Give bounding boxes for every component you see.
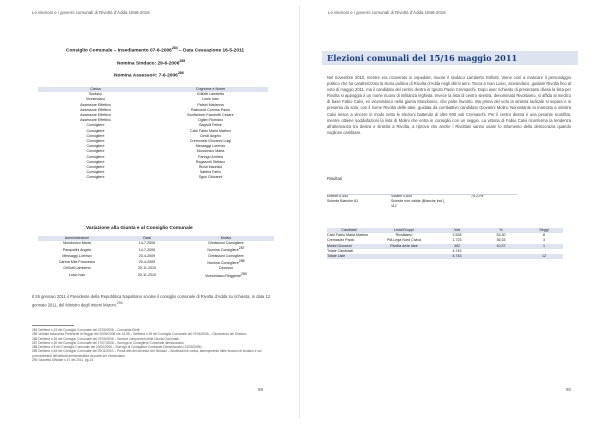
table-cell: 492 <box>437 244 477 249</box>
footnotes <box>32 328 272 362</box>
table-cell: 53,30 <box>496 233 506 238</box>
table-cell: Carera Mila Francesco <box>58 260 96 265</box>
table-cell: Rivolta delle Idee <box>371 244 437 249</box>
table-cell: Oglieri Romano <box>198 118 223 123</box>
closing-paragraph <box>32 294 270 309</box>
footnote: 288 Delibera n.8 del Consiglio Comunale del 20/04/2009 – Surroga di Consigliere Comunale Dimissionario (13/03/2009). <box>32 345 203 350</box>
column-header: Data <box>116 236 178 241</box>
table-cell: Raimondi Corinne Paolo <box>191 107 230 112</box>
table-cell <box>477 254 525 259</box>
table-cell: Consigliere <box>86 170 105 175</box>
table-cell: Losio Ivan <box>202 97 219 102</box>
table-cell: 20-4-2009 <box>138 260 156 265</box>
table-cell: 14-7-2006 <box>138 247 156 252</box>
column-header: Lista/Gruppi <box>371 228 437 233</box>
table-cell: Consigliere <box>86 175 105 180</box>
table-cell <box>471 204 512 209</box>
table-cell: Schede non valide (Bianche incl.) <box>391 199 445 204</box>
footnote-ref: 290 <box>116 301 123 306</box>
table-cell: 112 <box>391 204 397 209</box>
table-cell: Sindaco <box>89 92 102 97</box>
council-table <box>38 87 268 181</box>
table-row <box>38 246 274 253</box>
running-head-right: Le elezioni e i governi comunali di Rivolta d’Adda 1946-2016 <box>328 10 446 15</box>
column-header: Amministratore <box>38 236 116 241</box>
table-cell: 36,33 <box>496 238 506 243</box>
table-cell: Messaggi Lorenzo <box>62 253 92 258</box>
results-table <box>327 228 563 259</box>
footnote-separator <box>32 325 74 326</box>
table-row <box>327 204 512 209</box>
table-cell: Schede Bianche 81 <box>327 199 359 204</box>
table-cell: Sgroi Giovanni <box>198 175 223 180</box>
table-cell: Mondonico Marta <box>196 149 225 154</box>
cell-text: Dimissioni Consigliere <box>208 241 244 246</box>
table-rule <box>327 194 517 195</box>
table-cell: Sabbia Fabio <box>199 170 222 175</box>
council-heading-text: Consiglio Comunale – Insediamento 07-6-2006 <box>66 48 172 54</box>
closing-paragraph-text: Il 26 gennaio 2011 il Presidente della Repubblica Napolitano sciolse il consiglio comunale di Rivolta d’Adda su richiesta, in data 12 gennaio 2011, del Ministro degli Interni Maroni. <box>32 294 270 308</box>
table-cell: 1.723 <box>452 238 462 243</box>
column-header: Cognome e Nome <box>153 87 268 92</box>
table-cell: Consigliere <box>86 133 105 138</box>
table-cell: Consigliere <box>86 128 105 133</box>
footnote-ref: 285 <box>179 59 186 63</box>
footnote: 289 Delibera n.54 del Consiglio Comunale del 29/11/2010 – Presa atto del decesso del Sindaco – Accettazione carica, adempimento delle funzioni di sindaco e sui provvedimenti dell’attività amministrativa da parte del Vicesindaco. <box>32 349 262 358</box>
table-cell: Votanti 4.855 <box>391 194 412 198</box>
footnote-ref: 287 <box>238 246 245 251</box>
table-cell: Ricidi Maurizio <box>198 165 223 170</box>
table-cell: Consigliere <box>86 165 105 170</box>
table-cell: 10,37 <box>477 244 525 249</box>
table-cell: Grillotti Lamberto <box>63 266 91 271</box>
table-cell: Assessore Effettivo <box>80 107 111 112</box>
cell-text: Nomina Consigliere <box>207 248 239 253</box>
table-cell <box>178 259 274 266</box>
table-cell: Cremaschi Paolo <box>327 238 355 243</box>
table-cell: 4.743 <box>437 254 477 259</box>
footnote-ref: 284 <box>171 46 178 50</box>
table-cell: Consigliere <box>86 144 105 149</box>
table-cell: Totale Candidati <box>327 248 353 253</box>
table-cell: Regazzoli Stefano <box>195 159 226 164</box>
column-header: Voti <box>437 228 477 233</box>
table-cell: Assessore Effettivo <box>80 102 111 107</box>
cell-text: Decesso <box>219 266 233 271</box>
cell-text: Nomina Consigliere <box>207 261 239 266</box>
table-cell: Elettori 6.455 <box>327 194 349 198</box>
footnote-ref: 286 <box>177 71 184 75</box>
table-cell: Consigliere <box>86 123 105 128</box>
table-row <box>38 259 274 266</box>
table-cell: 8 <box>543 233 545 238</box>
table-cell: Mondonico Marta <box>63 241 91 246</box>
table-cell <box>178 272 274 279</box>
table-cell: Cremonesi Giovanni Luigi <box>189 139 232 144</box>
table-cell: 4.743 <box>452 248 462 253</box>
table-cell: Panogo Andrea <box>198 154 223 159</box>
section-title: Elezioni comunali del 15/16 maggio 2011 <box>327 53 518 63</box>
cell-text: Vicesindaco Reggente <box>205 273 242 278</box>
table-cell: Consigliere <box>86 149 105 154</box>
table-cell: Calvi Fabio Maria Martino <box>327 233 368 238</box>
table-cell: Totale Liste <box>327 254 371 259</box>
right-page <box>300 0 600 424</box>
table-cell: Pasqualini Angelo <box>62 247 92 252</box>
assessors-nomination-text: Nomina Assessori: 7-6-2006 <box>114 73 178 79</box>
table-cell: Cirtoli Angelo <box>199 133 222 138</box>
column-header: Carica <box>38 87 153 92</box>
table-row <box>38 272 274 279</box>
table-cell: 75,21% <box>471 194 484 198</box>
table-cell <box>327 204 391 209</box>
table-cell: 12 <box>525 254 563 259</box>
council-heading <box>66 46 244 54</box>
table-cell: 20-11-2010 <box>137 272 157 277</box>
footnote: 290 Gazzetta Ufficiale n.37 del 2011, pg.13. <box>32 358 94 363</box>
running-head-left: Le elezioni e i governi comunali di Rivolta d’Adda 1946-2016 <box>32 10 150 15</box>
page-number-left: 89 <box>258 387 263 392</box>
footnote: 287 Delibera n.30 del Consiglio Comunale del 17/07/2006 – Surroga di Consigliere Comunale dimissionario. <box>32 340 185 345</box>
totals-row <box>327 254 563 259</box>
variations-table <box>38 236 274 279</box>
column-header: Motivo <box>178 236 274 241</box>
table-cell: Molini Giovanni <box>327 244 371 249</box>
mayor-nomination-heading <box>117 59 185 67</box>
footnote: 286 Delibera n.26 del Consiglio Comunale del 07/06/2006 – Nomine componenti della Giunta Comunale. <box>32 336 180 341</box>
table-cell: 3 <box>543 238 545 243</box>
mayor-nomination-text: Nomina Sindaco: 29-6-2006 <box>117 61 180 67</box>
column-header: Seggi <box>525 228 563 233</box>
table-cell: Grillotti Lamberto <box>196 92 225 97</box>
column-header: Candidati <box>327 228 371 233</box>
table-cell: Assessore Effettivo <box>80 118 111 123</box>
table-cell: Losio Ivan <box>68 272 86 277</box>
table-cell: Rivoltiamo <box>395 233 413 238</box>
table-cell: Consigliere <box>86 139 105 144</box>
table-cell: Patrini Marianna <box>197 102 224 107</box>
table-cell: Bonfichiner Facchetti Cesare <box>187 113 234 118</box>
table-cell: Assessore Effettivo <box>80 113 111 118</box>
table-cell: 20-11-2010 <box>137 266 157 271</box>
table-cell <box>178 246 274 253</box>
footnote-ref: 288 <box>238 259 245 263</box>
assessors-nomination-heading <box>114 71 184 79</box>
table-cell: 20-4-2009 <box>138 253 156 258</box>
footnote: 285 Verbale Adunanza Presidenti di Seggio del 29/05/2006 ore 16,55 – Delibera n.25 del Consiglio Comunale del 07/06/2006 – Giuramento del Sindaco. <box>32 332 248 337</box>
footnote-ref: 289 <box>241 271 247 276</box>
table-row <box>38 175 268 180</box>
table-cell: 2.528 <box>452 233 462 238</box>
variations-title: Variazione alla Giunta e al Consiglio Comunale <box>86 226 193 231</box>
table-cell: 1 <box>525 244 563 249</box>
results-label: Risultati <box>327 176 342 181</box>
table-cell: 14-7-2006 <box>138 241 156 246</box>
table-cell: Calvi Fabio Maria Martino <box>190 128 231 133</box>
table-cell: Vicesindaco <box>85 97 106 102</box>
table-cell: Pdl-Lega Nord Civica <box>387 238 421 243</box>
page-number-right: 90 <box>566 387 571 392</box>
table-cell: Messaggi Lorenzo <box>195 144 226 149</box>
table-cell: Consigliere <box>86 159 105 164</box>
table-cell <box>371 254 437 259</box>
table-cell: Consigliere <box>86 154 105 159</box>
column-header: % <box>477 228 525 233</box>
table-cell: Bagnoli Felice <box>199 123 222 128</box>
body-paragraph: Nel novembre 2010, mentre era ricoverato in ospedale, muore il sindaco Lamberto Grillotti. Viene così a mancare il personaggio politico che ha caratterizzato la storia politica di Rivolta d’Adda negli ultimi anni. Tocca a Ivan Losio, vicesindaco, guidare Rivolta fino al voto di maggio 2011, ma il candidato del centro destra in Ignoto Paolo Cremaschi. Dopo aver richiesto di presentarsi divisa la lista per Rivolta si appoggia a un nome nuovo di militanza leghista. Invece la lista di centro sinistra, denominata Rivoltiamo, si affida al medico di base Fabio Calvi, ex vicesindaco nella giunta Mondonico, che parte favorito. Ma prima del voto la sinistra radicale si separa e si presenta da sola, con il nome Rivolta delle Idee, guidata da combattivo candidato Giovanni Molini. Nonostante la mancata a sinistra Calvi riesce a vincere in modo netto le elezioni battendo di oltre 800 voti Cremaschi. Per il centro destra è una pesante sconfitta, mentre ottiene soddisfazioni la lista di Molini che entra in consiglio con un seggio. La vittoria di Fabio Calvi riconferma la tendenza all’alternanza tra destra e sinistra a Rivolta, a riprova che anche i Rivoltani sanno usare lo strumento della democrazia quando vogliono cambiare. <box>327 75 571 135</box>
council-heading-suffix: – Data Cessazione 16-5-2011 <box>177 48 245 54</box>
cell-text: Dimissioni Consigliere <box>208 253 244 258</box>
footnote: 284 Delibera n.24 del Consiglio Comunale del 07/06/2006 – Convalida Eletti. <box>32 328 141 332</box>
voters-table <box>327 194 512 210</box>
